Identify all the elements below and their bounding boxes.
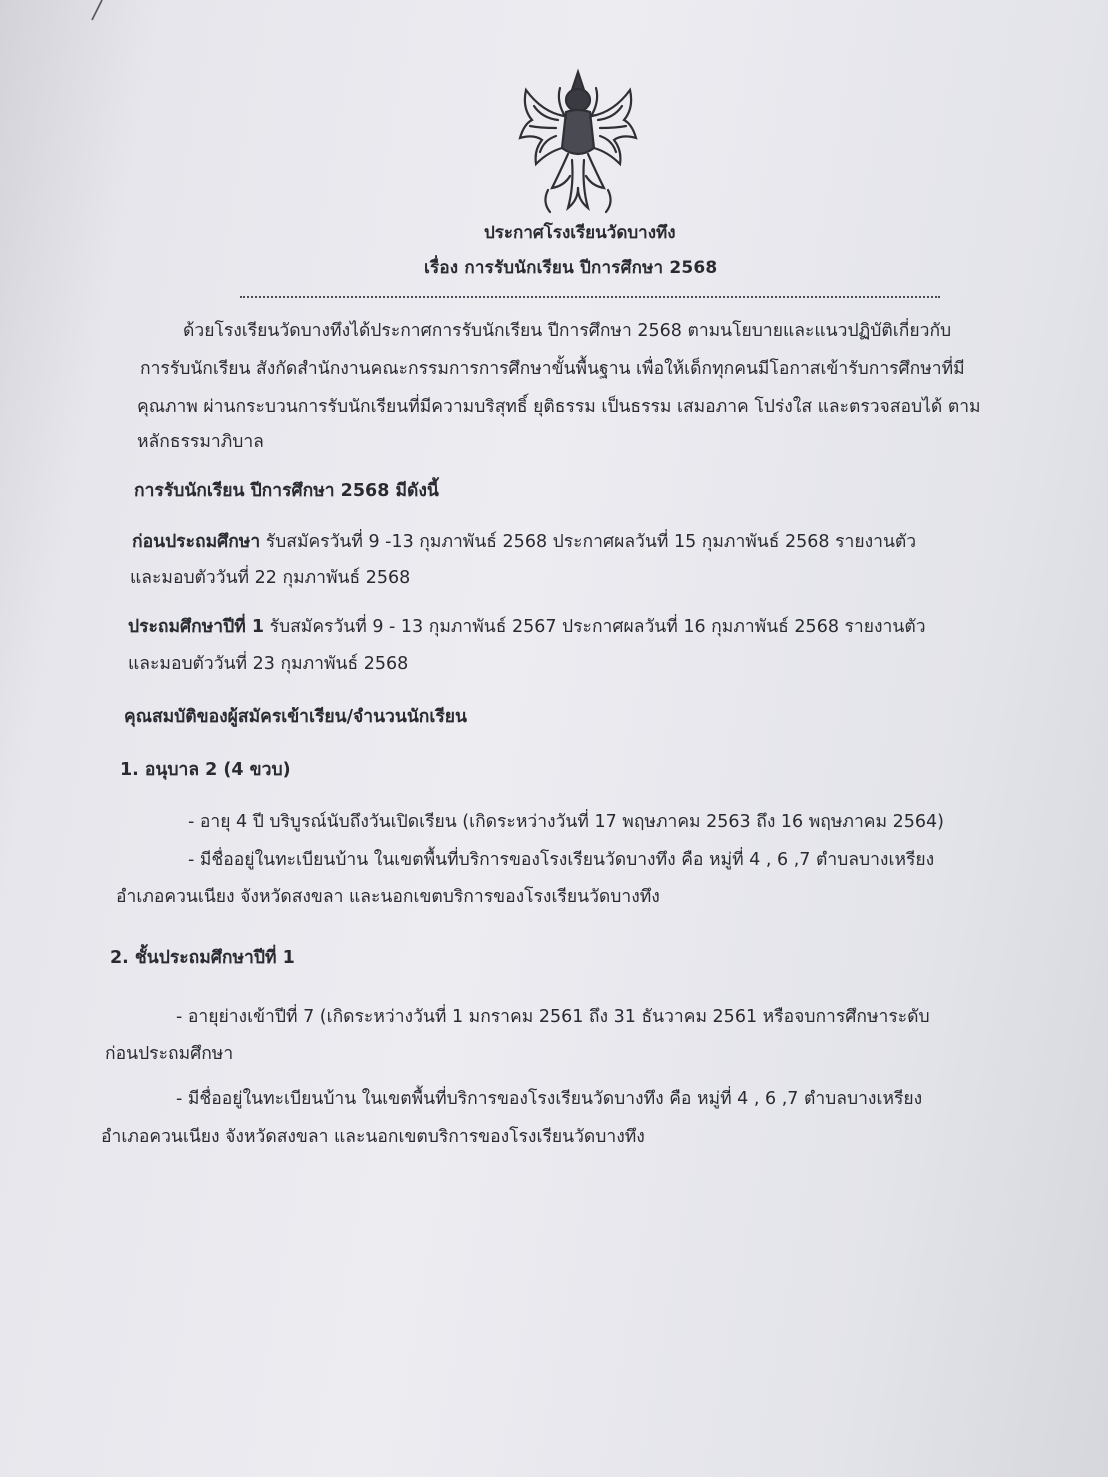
intro-line-2: การรับนักเรียน สังกัดสำนักงานคณะกรรมการการศึกษาขั้นพื้นฐาน เพื่อให้เด็กทุกคนมีโอกาสเข้ารับการศึกษาที่มี [140,359,965,379]
intro-line-3: คุณภาพ ผ่านกระบวนการรับนักเรียนที่มีความบริสุทธิ์ ยุติธรรม เป็นธรรม เสมอภาค โปร่งใส และตรวจสอบได้ ตาม [137,397,981,417]
schedule-grade1-line-1 [128,615,926,639]
schedule-grade1-line-2: และมอบตัววันที่ 23 กุมภาพันธ์ 2568 [128,654,409,674]
divider-dotted [240,296,940,298]
grade1-registration-line-2: อำเภอควนเนียง จังหวัดสงขลา และนอกเขตบริการของโรงเรียนวัดบางทึง [101,1127,645,1147]
schedule-preschool-line-1 [132,530,916,554]
intro-line-4: หลักธรรมาภิบาล [137,432,264,452]
garuda-emblem-icon [512,68,644,216]
qualifications-heading: คุณสมบัติของผู้สมัครเข้าเรียน/จำนวนนักเรียน [124,707,467,727]
schedule-grade1-label: ประถมศึกษาปีที่ 1 [128,617,265,637]
grade1-age-line-2: ก่อนประถมศึกษา [105,1044,234,1064]
kindergarten-heading: 1. อนุบาล 2 (4 ขวบ) [120,760,291,780]
schedule-preschool-line-2: และมอบตัววันที่ 22 กุมภาพันธ์ 2568 [130,568,411,588]
announcement-title: ประกาศโรงเรียนวัดบางทึง [484,223,676,243]
grade1-registration-line-1: - มีชื่ออยู่ในทะเบียนบ้าน ในเขตพื้นที่บริการของโรงเรียนวัดบางทึง คือ หมู่ที่ 4 , 6 ,7 ตำบลบางเหรียง [176,1089,923,1109]
announcement-subject: เรื่อง การรับนักเรียน ปีการศึกษา 2568 [424,258,718,278]
schedule-grade1-text: รับสมัครวันที่ 9 - 13 กุมภาพันธ์ 2567 ประกาศผลวันที่ 16 กุมภาพันธ์ 2568 รายงานตัว [264,617,926,637]
kindergarten-registration-line-2: อำเภอควนเนียง จังหวัดสงขลา และนอกเขตบริการของโรงเรียนวัดบางทึง [116,887,660,907]
intro-line-1: ด้วยโรงเรียนวัดบางทึงได้ประกาศการรับนักเรียน ปีการศึกษา 2568 ตามนโยบายและแนวปฏิบัติเกี่ยวกับ [183,321,952,341]
schedule-heading: การรับนักเรียน ปีการศึกษา 2568 มีดังนี้ [134,481,439,501]
grade1-age-line-1: - อายุย่างเข้าปีที่ 7 (เกิดระหว่างวันที่ 1 มกราคม 2561 ถึง 31 ธันวาคม 2561 หรือจบการศึกษาระดับ [176,1007,930,1027]
kindergarten-age: - อายุ 4 ปี บริบูรณ์นับถึงวันเปิดเรียน (เกิดระหว่างวันที่ 17 พฤษภาคม 2563 ถึง 16 พฤษภาคม 2564) [188,812,944,832]
kindergarten-registration-line-1: - มีชื่ออยู่ในทะเบียนบ้าน ในเขตพื้นที่บริการของโรงเรียนวัดบางทึง คือ หมู่ที่ 4 , 6 ,7 ตำบลบางเหรียง [188,850,935,870]
grade1-heading: 2. ชั้นประถมศึกษาปีที่ 1 [110,948,295,968]
schedule-preschool-text: รับสมัครวันที่ 9 -13 กุมภาพันธ์ 2568 ประกาศผลวันที่ 15 กุมภาพันธ์ 2568 รายงานตัว [260,532,917,552]
schedule-preschool-label: ก่อนประถมศึกษา [132,532,261,552]
pen-mark-icon [88,0,108,22]
